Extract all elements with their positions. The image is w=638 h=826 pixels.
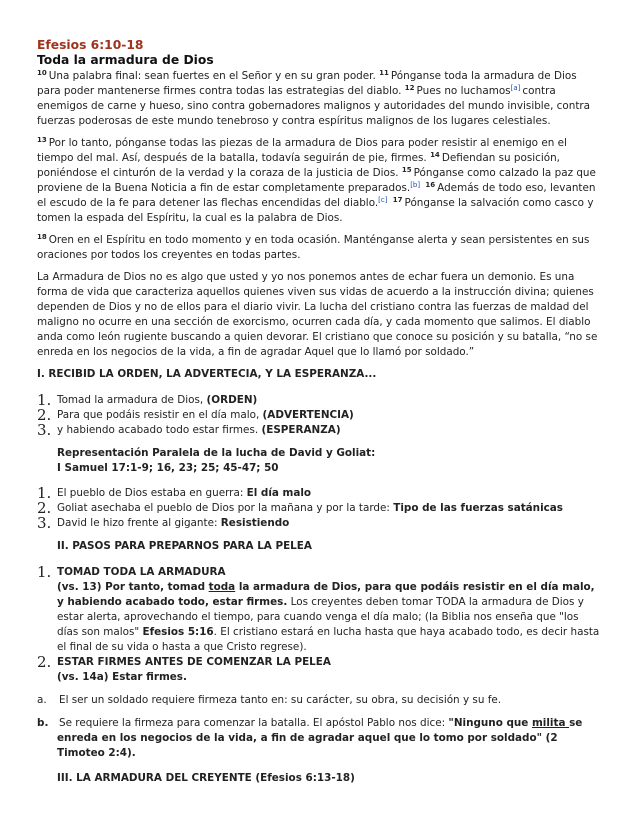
verse-number: 17 (392, 195, 403, 204)
list-item (37, 565, 603, 655)
list-item (37, 655, 603, 685)
verse-number: 15 (401, 165, 412, 174)
verse-text: Defiendan su posición, poniéndose el cinturón de la verdad y la coraza de la justicia de Dios. (37, 152, 560, 179)
list-item-text: David le hizo frente al gigante: (57, 517, 221, 529)
verse-number: 18 (37, 232, 47, 241)
verse-text: contra enemigos de carne y hueso, sino contra gobernadores malignos y autoridades del mundo invisible, contra fuerzas poderosas de este mundo tenebroso y contra espíritus malignos de los lugares celestiales. (37, 85, 591, 127)
list-item-label: Resistiendo (220, 517, 290, 529)
scripture-ref: Efesios 5:16 (142, 626, 214, 638)
passage-paragraph-1 (37, 69, 603, 129)
verse-text: Pónganse como calzado la paz que proviene de la Buena Noticia a fin de estar completamente preparados. (37, 167, 596, 194)
step-heading: ESTAR FIRMES ANTES DE COMENZAR LA PELEA (57, 656, 331, 668)
verse-text: Pónganse la salvación como casco y tomen la espada del Espíritu, la cual es la palabra de Dios. (37, 197, 594, 224)
list-item-text: Tomad la armadura de Dios, (57, 394, 207, 406)
list-item (37, 393, 603, 408)
parallel-title: Representación Paralela de la lucha de David y Goliat: (57, 447, 376, 459)
point-text: Se requiere la firmeza para comenzar la batalla. El apóstol Pablo nos dice: (59, 717, 449, 729)
verse-text: Por lo tanto, pónganse todas las piezas de la armadura de Dios para poder resistir al enemigo en el tiempo del mal. Así, después de la batalla, todavía seguirán de pie, firmes. (37, 137, 567, 164)
verse-part: (vs. 13) Por tanto, tomad (57, 581, 209, 593)
verse-text: Oren en el Espíritu en todo momento y en toda ocasión. Manténganse alerta y sean persistentes en sus oraciones por todos los creyentes en todas partes. (37, 234, 590, 261)
footnote-link[interactable]: [a] (510, 83, 521, 92)
document-page (37, 38, 603, 797)
section-2-list (37, 565, 603, 685)
list-number: 2. (37, 653, 52, 671)
verse-number: 13 (37, 135, 47, 144)
list-item-label: (ORDEN) (206, 394, 258, 406)
list-item-label: Tipo de las fuerzas satánicas (393, 502, 563, 514)
list-item (37, 486, 603, 501)
parallel-reference (37, 446, 603, 476)
list-number: 3. (37, 421, 52, 439)
passage-reference: Efesios 6:10-18 (37, 38, 144, 52)
list-item-label: (ESPERANZA) (261, 424, 341, 436)
section-3-title: III. LA ARMADURA DEL CREYENTE (Efesios 6:13-18) (57, 772, 355, 784)
list-item (37, 408, 603, 423)
verse-text: Además de todo eso, levanten el escudo de la fe para detener las flechas encendidas del diablo. (37, 182, 596, 209)
list-number: 1. (37, 391, 52, 409)
list-item-text: Para que podáis resistir en el día malo, (57, 409, 263, 421)
footnote-link[interactable]: [b] (410, 180, 421, 189)
list-item (37, 501, 603, 516)
list-number: 3. (37, 514, 52, 532)
verse-text: Pues no luchamos (416, 85, 511, 97)
step-heading: TOMAD TODA LA ARMADURA (57, 566, 226, 578)
list-item-label: (ADVERTENCIA) (262, 409, 354, 421)
step-explanation: Los creyentes deben tomar TODA la armadura de Dios y estar alerta, aprovechando el tiempo, para cuando venga el día malo; (la Biblia nos enseña que "los días son malos" (57, 596, 584, 638)
point-tag: b. (37, 717, 49, 729)
quote-part: se enreda en los negocios de la vida, a fin de agradar aquel que lo tomo por soldado" (2 Timoteo 2:4). (57, 717, 583, 759)
footnote-link[interactable]: [c] (378, 195, 388, 204)
section-2-title: II. PASOS PARA PREPARNOS PARA LA PELEA (57, 540, 312, 552)
list-item-text: y habiendo acabado todo estar firmes. (57, 424, 262, 436)
passage-paragraph-2 (37, 136, 603, 226)
list-item (37, 516, 603, 531)
list-number: 2. (37, 499, 52, 517)
step-verse: (vs. 14a) Estar firmes. (57, 671, 187, 683)
step-explanation: . El cristiano estará en lucha hasta que haya acabado todo, es decir hasta el final de su vida o hasta a que Cristo regrese). (57, 626, 600, 653)
passage-title: Toda la armadura de Dios (37, 53, 214, 67)
list-item-text: El pueblo de Dios estaba en guerra: (57, 487, 247, 499)
point-b (37, 716, 603, 761)
verse-number: 10 (37, 68, 47, 77)
underlined-word: milita (531, 717, 570, 729)
list-number: 2. (37, 406, 52, 424)
verse-number: 11 (379, 68, 389, 77)
verse-text: Pónganse toda la armadura de Dios para poder mantenerse firmes contra todas las estrategias del diablo. (37, 70, 577, 97)
underlined-word: toda (208, 581, 236, 593)
passage-paragraph-3 (37, 233, 603, 263)
point-tag: a. (37, 694, 47, 706)
list-number: 1. (37, 484, 52, 502)
section-1-list (37, 393, 603, 438)
point-text: El ser un soldado requiere firmeza tanto en: su carácter, su obra, su decisión y su fe. (59, 694, 502, 706)
verse-text: Una palabra final: sean fuertes en el Señor y en su gran poder. (48, 70, 376, 82)
verse-number: 12 (404, 83, 415, 92)
verse-part: la armadura de Dios, para que podáis resistir en el día malo, y habiendo acabado todo, estar firmes. (57, 581, 595, 608)
section-1-title: I. RECIBID LA ORDEN, LA ADVERTECIA, Y LA ESPERANZA... (37, 368, 377, 380)
point-a (37, 693, 603, 708)
quote-part: "Ninguno que (448, 717, 532, 729)
parallel-verses: I Samuel 17:1-9; 16, 23; 25; 45-47; 50 (57, 462, 279, 474)
intro-paragraph: La Armadura de Dios no es algo que usted y yo nos ponemos antes de echar fuera un demonio. Es una forma de vida que caracteriza aquellos quienes viven sus vidas de acuerdo a la instrucción divina; quienes dependen de Dios y no de ellos para el diario vivir. La lucha del cristiano contra las fuerzas de maldad del maligno no ocurre en una sección de exorcismo, ocurren cada día, y cada momento que salimos. El diablo anda como león rugiente buscando a quien devorar. El cristiano que conoce su posición y su batalla, “no se enreda en los negocios de la vida, a fin de agradar Aquel que lo llamó por soldado.” (37, 271, 598, 358)
list-item-text: Goliat asechaba el pueblo de Dios por la mañana y por la tarde: (57, 502, 394, 514)
list-item-label: El día malo (246, 487, 312, 499)
verse-number: 14 (430, 150, 440, 159)
verse-number: 16 (425, 180, 436, 189)
section-1-list-2 (37, 486, 603, 531)
list-number: 1. (37, 563, 52, 581)
list-item (37, 423, 603, 438)
